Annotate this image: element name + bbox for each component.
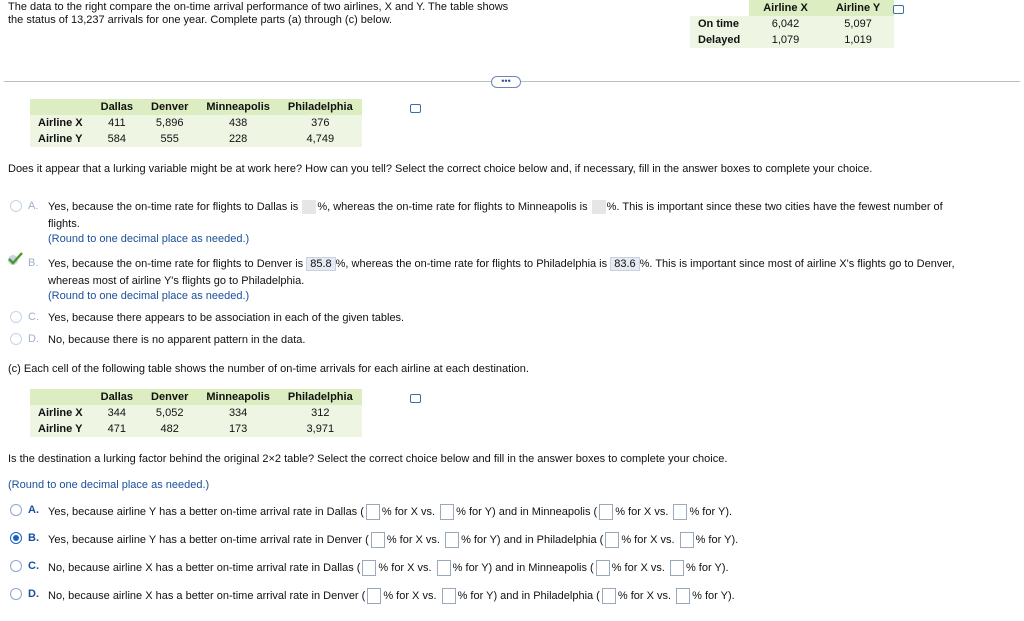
answer-input[interactable] [366,504,380,520]
copy-icon[interactable] [410,104,421,113]
answer-input[interactable] [442,588,456,604]
answer-input[interactable] [676,588,690,604]
option-text: Yes, because airline Y has a better on-time arrival rate in Denver ( [48,533,369,546]
col-header: Minneapolis [197,99,279,115]
radio-button[interactable] [10,588,22,600]
answer-input[interactable] [602,588,616,604]
option-b-c[interactable] [8,310,608,326]
table-cell: 344 [92,405,142,421]
table-cell: 4,749 [279,131,362,147]
option-text: % for Y) and in Minneapolis ( [456,505,598,518]
option-text: % for Y). [692,589,735,602]
option-c-c[interactable] [8,559,1008,575]
part-c-intro: (c) Each cell of the following table shows the number of on-time arrivals for each airline at each destination. [8,363,529,375]
option-text: % for X vs. [386,533,440,546]
table-cell: 334 [197,405,279,421]
option-b-b[interactable] [8,256,1018,304]
answer-input[interactable] [440,504,454,520]
row-header: Airline Y [30,421,92,437]
option-text: % for X vs. [621,533,675,546]
question-c: Is the destination a lurking factor behind the original 2×2 table? Select the correct choice below and fill in the answer boxes to complete your choice. [8,453,728,465]
table-cell: 471 [92,421,142,437]
answer-input[interactable] [371,532,385,548]
answer-input[interactable] [445,532,459,548]
option-text: % for X vs. [378,561,432,574]
option-letter: C. [28,311,39,323]
option-letter: A. [28,504,39,516]
option-letter: D. [28,333,39,345]
option-text: flights. [48,218,80,230]
radio-button-selected[interactable] [10,532,22,544]
radio-button[interactable] [10,333,22,345]
destination-table [30,99,362,147]
col-header: Airline X [749,0,822,16]
table-cell: 411 [92,115,142,131]
option-text: % for X vs. [617,589,672,602]
col-header: Philadelphia [279,99,362,115]
option-c-a[interactable] [8,503,1008,519]
intro-line-2: the status of 13,237 arrivals for one year. Complete parts (a) through (c) below. [8,14,392,26]
option-text: No, because airline X has a better on-time arrival rate in Dallas ( [48,561,361,574]
option-text: %. This is important since most of airline X's flights go to Denver, [639,258,955,270]
option-text: Yes, because there appears to be association in each of the given tables. [48,312,405,324]
answer-input[interactable] [596,560,610,576]
answer-value: 85.8 [306,257,335,271]
question-b: Does it appear that a lurking variable might be at work here? How can you tell? Select the correct choice below and, if necessary, fill in the answer boxes to complete your choice. [8,163,873,175]
problem-intro [8,1,568,27]
option-b-d[interactable] [8,332,608,348]
table-cell: 6,042 [749,16,822,32]
option-text: %, whereas the on-time rate for flights to Minneapolis is [317,201,588,213]
option-text: % for X vs. [381,505,436,518]
checkmark-icon [7,252,23,266]
answer-box [592,200,606,214]
option-c-b[interactable] [8,531,1008,547]
table-cell: 376 [279,115,362,131]
option-letter: B. [28,532,39,544]
table-cell: 438 [197,115,279,131]
answer-input[interactable] [367,588,381,604]
row-header: Airline Y [30,131,92,147]
ontime-table [30,389,362,437]
option-text: % for X vs. [615,505,669,518]
copy-icon[interactable] [410,394,421,403]
answer-input[interactable] [605,532,619,548]
col-header: Dallas [92,389,142,405]
option-text: %, whereas the on-time rate for flights to Philadelphia is [335,258,608,270]
option-text: Yes, because airline Y has a better on-time arrival rate in Dallas ( [48,505,364,518]
option-text: % for Y) and in Philadelphia ( [461,533,604,546]
table-cell: 1,019 [822,32,894,48]
option-text: % for Y). [689,505,733,518]
option-c-d[interactable] [8,587,1008,603]
rounding-hint: (Round to one decimal place as needed.) [48,290,250,302]
table-cell: 1,079 [749,32,822,48]
radio-button[interactable] [10,311,22,323]
col-header: Philadelphia [279,389,362,405]
option-letter: B. [28,257,39,269]
answer-box [302,200,316,214]
table-cell: 482 [142,421,197,437]
answer-input[interactable] [362,560,376,576]
summary-table-container [690,0,894,48]
row-header: On time [690,16,749,32]
table-cell: 5,097 [822,16,894,32]
option-text: % for Y) and in Philadelphia ( [457,589,600,602]
col-header: Denver [142,99,197,115]
radio-button[interactable] [10,200,22,212]
option-text: Yes, because the on-time rate for flights to Denver is [48,258,304,270]
col-header: Airline Y [822,0,894,16]
rounding-hint: (Round to one decimal place as needed.) [48,233,250,245]
table-cell: 5,052 [142,405,197,421]
col-header: Minneapolis [197,389,279,405]
option-text: %. This is important since these two cities have the fewest number of [606,201,943,213]
option-b-a[interactable] [8,199,1018,247]
summary-table [690,0,894,48]
option-letter: C. [28,560,39,572]
table-cell: 584 [92,131,142,147]
table-cell: 3,971 [279,421,362,437]
ontime-table-container [30,389,362,437]
destination-table-container [30,99,362,147]
table-cell: 5,896 [142,115,197,131]
option-text: Yes, because the on-time rate for flights to Dallas is [48,201,299,213]
answer-input[interactable] [670,560,684,576]
copy-icon[interactable] [893,5,904,14]
answer-input[interactable] [437,560,451,576]
table-cell: 173 [197,421,279,437]
radio-button[interactable] [10,504,22,516]
row-header: Delayed [690,32,749,48]
option-text: % for Y). [695,533,739,546]
row-header: Airline X [30,115,92,131]
option-text: No, because there is no apparent pattern in the data. [48,334,306,346]
option-letter: D. [28,588,39,600]
option-text: No, because airline X has a better on-time arrival rate in Denver ( [48,589,366,602]
table-cell: 555 [142,131,197,147]
row-header: Airline X [30,405,92,421]
option-letter: A. [28,200,39,212]
answer-input[interactable] [680,532,694,548]
option-text: whereas most of airline Y's flights go to Philadelphia. [48,275,305,287]
answer-value: 83.6 [610,257,639,271]
col-header: Denver [142,389,197,405]
answer-input[interactable] [599,504,613,520]
table-cell: 312 [279,405,362,421]
radio-button[interactable] [10,560,22,572]
option-text: % for Y) and in Minneapolis ( [452,561,594,574]
option-text: % for Y). [685,561,729,574]
option-text: % for X vs. [611,561,665,574]
rounding-hint: (Round to one decimal place as needed.) [8,479,210,491]
intro-line-1: The data to the right compare the on-time arrival performance of two airlines, X and Y. The table shows [8,1,509,13]
option-text: % for X vs. [383,589,437,602]
col-header: Dallas [92,99,142,115]
more-button[interactable]: ••• [491,76,521,88]
answer-input[interactable] [673,504,687,520]
table-cell: 228 [197,131,279,147]
